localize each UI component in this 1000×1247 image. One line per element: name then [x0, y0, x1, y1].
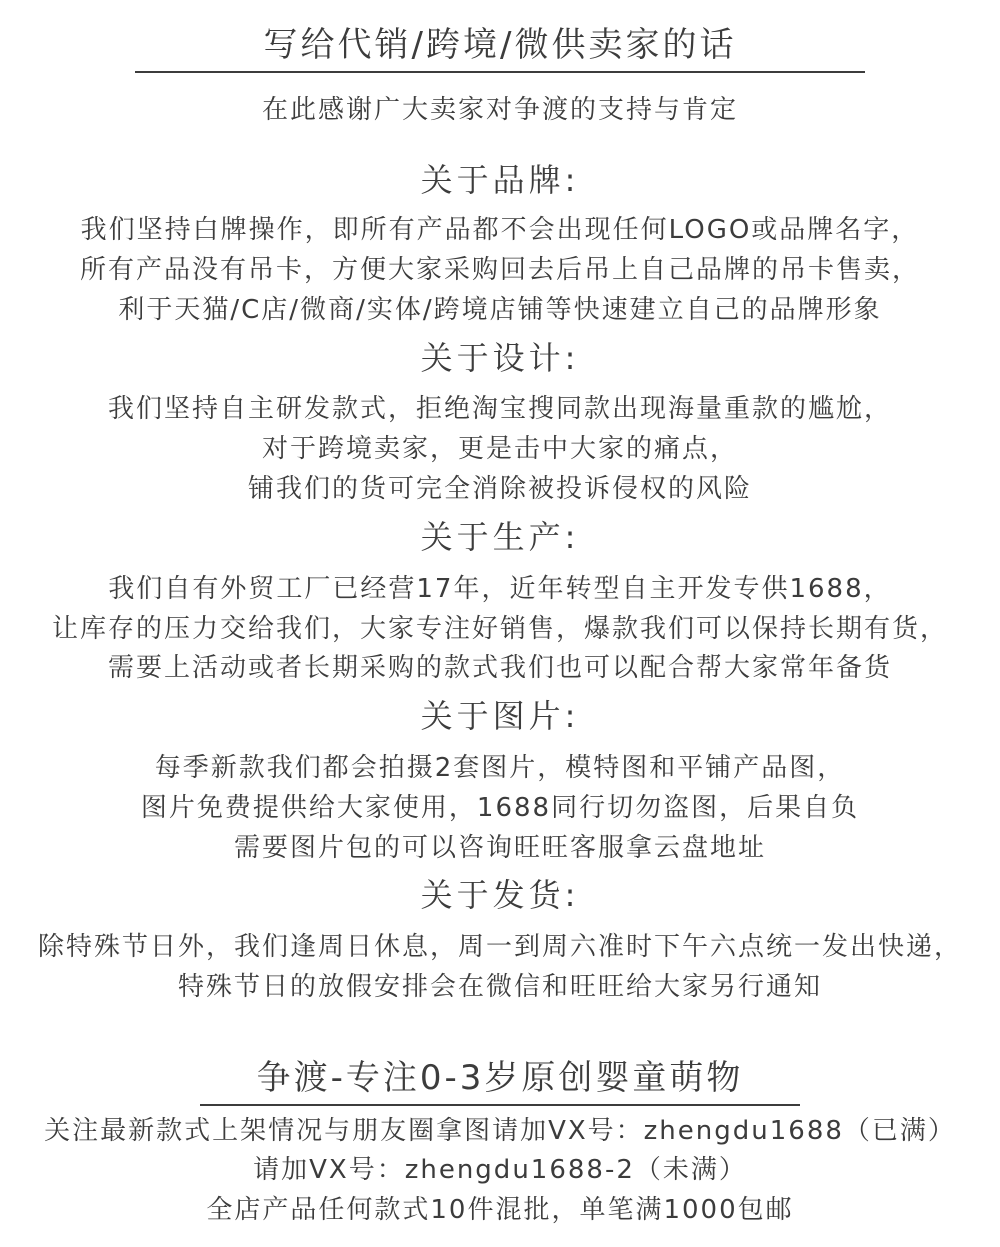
- title-underline: [135, 71, 865, 73]
- wholesale-policy-line: 全店产品任何款式10件混批，单笔满1000包邮: [206, 1195, 794, 1225]
- brand-slogan: 争渡-专注0-3岁原创婴童萌物: [256, 1058, 744, 1098]
- section-text-line: 我们坚持白牌操作，即所有产品都不会出现任何LOGO或品牌名字，: [80, 215, 920, 245]
- thanks-line: 在此感谢广大卖家对争渡的支持与肯定: [261, 95, 738, 125]
- section-text-line: 铺我们的货可完全消除被投诉侵权的风险: [247, 474, 752, 504]
- section-text-line: 除特殊节日外，我们逢周日休息，周一到周六准时下午六点统一发出快递，: [37, 932, 962, 962]
- section-heading-production: 关于生产:: [420, 518, 580, 556]
- section-text-line: 每季新款我们都会拍摄2套图片，模特图和平铺产品图，: [154, 753, 846, 783]
- section-text-line: 利于天猫/C店/微商/实体/跨境店铺等快速建立自己的品牌形象: [118, 295, 882, 325]
- section-text-line: 对于跨境卖家，更是击中大家的痛点，: [261, 434, 738, 464]
- section-heading-brand: 关于品牌:: [420, 161, 580, 199]
- section-text-line: 我们自有外贸工厂已经营17年，近年转型自主开发专供1688，: [108, 574, 892, 604]
- section-heading-shipping: 关于发货:: [420, 876, 580, 914]
- section-heading-design: 关于设计:: [420, 339, 580, 377]
- section-text-line: 需要上活动或者长期采购的款式我们也可以配合帮大家常年备货: [107, 653, 892, 683]
- section-text-line: 特殊节日的放假安排会在微信和旺旺给大家另行通知: [177, 972, 822, 1002]
- contact-line: 请加VX号：zhengdu1688-2（未满）: [253, 1155, 747, 1185]
- section-text-line: 所有产品没有吊卡，方便大家采购回去后吊上自己品牌的吊卡售卖，: [79, 255, 920, 285]
- page-title: 写给代销/跨境/微供卖家的话: [263, 25, 737, 65]
- section-text-line: 我们坚持自主研发款式，拒绝淘宝搜同款出现海量重款的尴尬，: [107, 394, 892, 424]
- section-text-line: 需要图片包的可以咨询旺旺客服拿云盘地址: [233, 833, 766, 863]
- slogan-underline: [200, 1104, 800, 1106]
- section-text-line: 图片免费提供给大家使用，1688同行切勿盗图，后果自负: [140, 793, 860, 823]
- section-heading-pictures: 关于图片:: [420, 697, 580, 735]
- contact-line: 关注最新款式上架情况与朋友圈拿图请加VX号：zhengdu1688（已满）: [44, 1116, 956, 1146]
- section-text-line: 让库存的压力交给我们，大家专注好销售，爆款我们可以保持长期有货，: [51, 614, 948, 644]
